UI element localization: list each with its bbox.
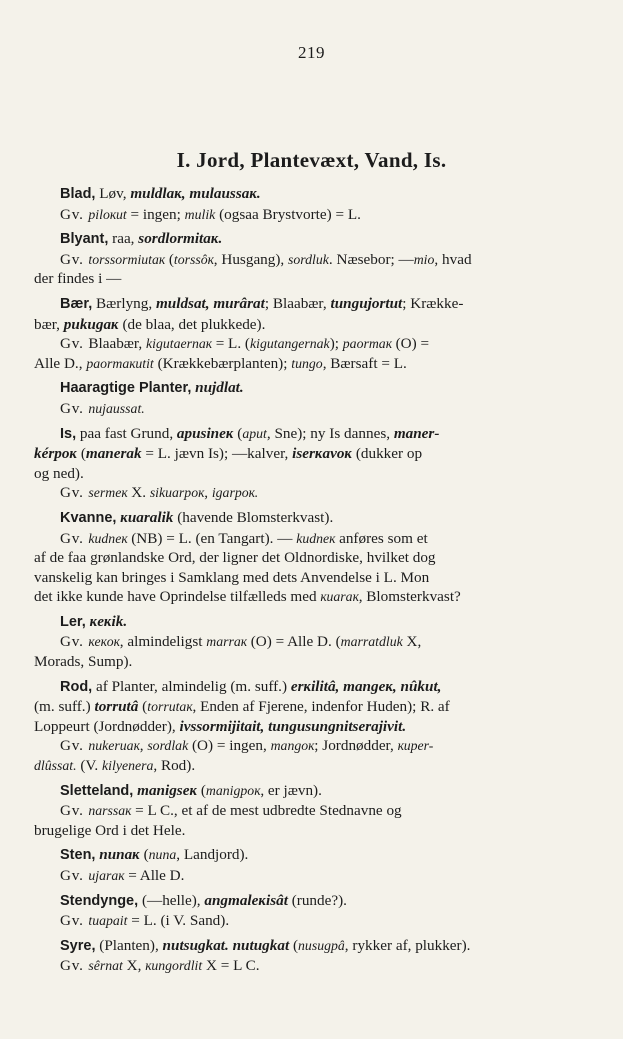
text: , rykker af, plukker). bbox=[344, 936, 471, 954]
entry-line bbox=[34, 717, 574, 737]
greenlandic-term: erĸilitâ, mangeĸ, nûkut, bbox=[290, 677, 442, 695]
text: af Planter, almindelig (m. suff.) bbox=[92, 677, 291, 695]
dictionary-entry bbox=[34, 378, 574, 418]
greenlandic-term: manerak bbox=[85, 445, 142, 463]
variant-term: mio bbox=[413, 251, 435, 267]
dictionary-entry bbox=[34, 508, 574, 607]
entry-line bbox=[34, 821, 574, 841]
text: Gv. bbox=[60, 399, 89, 417]
greenlandic-term: iserĸavoĸ bbox=[292, 445, 353, 463]
text: anføres som et bbox=[335, 529, 428, 547]
text: Gv. bbox=[60, 335, 89, 353]
entry-line bbox=[34, 205, 574, 225]
entry-line bbox=[34, 464, 574, 484]
text: X. bbox=[127, 484, 150, 502]
variant-term: sermeĸ bbox=[88, 485, 128, 501]
text: ; Krække- bbox=[402, 294, 464, 312]
headword: Kvanne, bbox=[60, 509, 117, 526]
entry-line bbox=[34, 568, 574, 588]
text: Gv. bbox=[60, 633, 89, 651]
dictionary-entry bbox=[34, 936, 574, 976]
headword: Sletteland, bbox=[60, 782, 134, 799]
variant-term: igarpoĸ. bbox=[211, 485, 259, 501]
text: ( bbox=[289, 936, 299, 954]
greenlandic-term: kérpoĸ bbox=[34, 445, 78, 463]
entry-headline bbox=[34, 508, 574, 529]
text: (ogsaa Brystvorte) = L. bbox=[215, 205, 361, 223]
text: bær, bbox=[34, 315, 64, 333]
entry-line bbox=[34, 956, 574, 976]
headword: Bær, bbox=[60, 295, 93, 312]
variant-term: marratdluk bbox=[340, 634, 403, 650]
text: = L. jævn Is); —kalver, bbox=[141, 445, 293, 463]
text: (dukker op bbox=[352, 445, 423, 463]
text: ( bbox=[77, 445, 86, 463]
entry-headline bbox=[34, 294, 574, 315]
greenlandic-term: maner- bbox=[393, 424, 440, 442]
text: (m. suff.) bbox=[34, 698, 95, 716]
entry-line bbox=[34, 250, 574, 270]
text: Morads, Sump). bbox=[34, 653, 133, 671]
page-number: 219 bbox=[298, 43, 325, 62]
text: ; Jordnødder, bbox=[314, 737, 398, 755]
entry-line bbox=[34, 587, 574, 607]
text: brugelige Ord i det Hele. bbox=[34, 821, 186, 839]
variant-term: piloĸut bbox=[88, 206, 127, 222]
greenlandic-term: ĸeĸik. bbox=[89, 612, 128, 630]
entry-headline bbox=[34, 781, 574, 802]
text: = L. ( bbox=[211, 335, 250, 353]
headword: Is, bbox=[60, 425, 77, 442]
greenlandic-term: pukugaĸ bbox=[63, 315, 119, 333]
variant-term: ĸuaraĸ bbox=[320, 589, 359, 605]
variant-term: sordluk bbox=[288, 251, 329, 267]
text: vanskelig kan bringes i Samklang med dets Anvendelse i L. Mon bbox=[34, 568, 430, 586]
text: = L C., et af de mest udbredte Stednavne og bbox=[131, 802, 402, 820]
entry-line bbox=[34, 399, 574, 419]
variant-term: kilyenera bbox=[102, 758, 154, 774]
text: (—helle), bbox=[138, 891, 205, 909]
entry-line bbox=[34, 483, 574, 503]
entry-headline bbox=[34, 845, 574, 866]
entry-line bbox=[34, 756, 574, 776]
text: Loppeurt (Jordnødder), bbox=[34, 717, 180, 735]
text: (O) = ingen, bbox=[188, 737, 271, 755]
text: Blaabær, bbox=[88, 335, 146, 353]
headword: Sten, bbox=[60, 847, 96, 864]
text: (Krækkebærplanten); bbox=[153, 354, 292, 372]
entry-line bbox=[34, 315, 574, 335]
entry-line bbox=[34, 801, 574, 821]
text: ); bbox=[329, 335, 343, 353]
greenlandic-term: apusineĸ bbox=[176, 424, 234, 442]
variant-term: kigutangernak bbox=[249, 336, 330, 352]
variant-term: tungo bbox=[291, 355, 323, 371]
variant-term: kigutaernaĸ bbox=[145, 336, 212, 352]
dictionary-entry bbox=[34, 845, 574, 885]
text: = L. (i V. Sand). bbox=[127, 912, 230, 930]
dictionary-entry bbox=[34, 677, 574, 776]
greenlandic-term: ĸuaralik bbox=[120, 508, 174, 526]
text: , Enden af Fjerene, indenfor Huden); R. af bbox=[192, 698, 450, 716]
text: = ingen; bbox=[126, 205, 185, 223]
greenlandic-term: muldsat, murârat bbox=[155, 294, 265, 312]
entry-line bbox=[34, 632, 574, 652]
entry-headline bbox=[34, 612, 574, 633]
greenlandic-term: torrutâ bbox=[94, 698, 139, 716]
text: X, bbox=[402, 633, 422, 651]
text: det ikke kunde have Oprindelse tilfælleds med bbox=[34, 588, 321, 606]
text: ; Blaabær, bbox=[264, 294, 331, 312]
greenlandic-term: tungujortut bbox=[330, 294, 403, 312]
text: (de blaa, det plukkede). bbox=[118, 315, 266, 333]
text: (Planten), bbox=[95, 936, 163, 954]
entry-line bbox=[34, 866, 574, 886]
text: paa fast Grund, bbox=[76, 424, 177, 442]
text: Bærlyng, bbox=[92, 294, 156, 312]
text: Gv. bbox=[60, 912, 89, 930]
headword: Rod, bbox=[60, 678, 93, 695]
greenlandic-term: muldlaĸ, mulaussaĸ. bbox=[130, 185, 261, 202]
entry-line bbox=[34, 529, 574, 549]
variant-term: dlûssat. bbox=[34, 758, 77, 774]
headword: Haaragtige Planter, bbox=[60, 380, 192, 397]
text: X, bbox=[122, 957, 146, 975]
text: ( bbox=[139, 846, 149, 864]
greenlandic-term: manigseĸ bbox=[137, 781, 198, 799]
entry-line bbox=[34, 548, 574, 568]
entry-headline bbox=[34, 378, 574, 399]
dictionary-entry bbox=[34, 891, 574, 931]
headword: Blyant, bbox=[60, 231, 109, 248]
text: , hvad bbox=[434, 250, 472, 268]
variant-term: sêrnat bbox=[88, 958, 123, 974]
text: , Sne); ny Is dannes, bbox=[266, 424, 394, 442]
text: . Næsebor; — bbox=[328, 250, 414, 268]
variant-term: narssaĸ bbox=[88, 803, 132, 819]
headword: Ler, bbox=[60, 613, 86, 630]
variant-term: marraĸ bbox=[206, 634, 247, 650]
entry-headline bbox=[34, 184, 574, 205]
entry-line bbox=[34, 697, 574, 717]
text: Alle D., bbox=[34, 354, 87, 372]
variant-term: mulik bbox=[184, 206, 216, 222]
text: af de faa grønlandske Ord, der ligner det Oldnordiske, hvilket dog bbox=[34, 549, 436, 567]
text: raa, bbox=[108, 230, 139, 248]
variant-term: manigpoĸ bbox=[205, 782, 261, 798]
variant-term: torssôĸ bbox=[173, 251, 214, 267]
text: Gv. bbox=[60, 529, 89, 547]
text: , bbox=[139, 737, 148, 755]
text: ( bbox=[233, 424, 243, 442]
headword: Blad, bbox=[60, 186, 96, 202]
text: , bbox=[204, 484, 212, 502]
text: Gv. bbox=[60, 802, 89, 820]
greenlandic-term: angmaleĸisât bbox=[204, 891, 288, 909]
text: (V. bbox=[76, 757, 103, 775]
greenlandic-term: ivssormijitait, tungusungnitserajivit. bbox=[179, 717, 407, 735]
text: , Blomsterkvast? bbox=[358, 588, 461, 606]
variant-term: kudneĸ bbox=[296, 530, 336, 546]
dictionary-entry bbox=[34, 612, 574, 672]
text: der findes i — bbox=[34, 270, 122, 288]
text: (havende Blomsterkvast). bbox=[173, 508, 334, 526]
entry-headline bbox=[34, 891, 574, 912]
dictionary-entry bbox=[34, 184, 574, 224]
text: Løv, bbox=[95, 185, 131, 202]
variant-term: torssormiutaĸ bbox=[88, 251, 166, 267]
dictionary-entry bbox=[34, 424, 574, 503]
variant-term: ĸeĸoĸ bbox=[88, 634, 120, 650]
variant-term: nujaussat. bbox=[88, 400, 145, 416]
entry-headline bbox=[34, 424, 574, 445]
text: Gv. bbox=[60, 205, 89, 223]
entry-line bbox=[34, 269, 574, 289]
text: , Husgang), bbox=[213, 250, 289, 268]
entry-line bbox=[34, 652, 574, 672]
text: Gv. bbox=[60, 250, 89, 268]
text: ( bbox=[138, 698, 148, 716]
greenlandic-term: nujdlat. bbox=[195, 379, 244, 397]
dictionary-entry bbox=[34, 781, 574, 841]
variant-term: nukeruaĸ bbox=[88, 738, 140, 754]
variant-term: aput bbox=[242, 425, 267, 441]
text: , almindeligst bbox=[119, 633, 207, 651]
entry-headline bbox=[34, 677, 574, 698]
text: Gv. bbox=[60, 957, 89, 975]
variant-term: paormaĸutit bbox=[86, 355, 154, 371]
greenlandic-term: nunaĸ bbox=[99, 846, 140, 864]
greenlandic-term: nutsugkat. nutugkat bbox=[162, 936, 290, 954]
greenlandic-term: sordlormitaĸ. bbox=[138, 230, 223, 248]
variant-term: nusugpâ bbox=[298, 937, 345, 953]
variant-term: torrutaĸ bbox=[147, 699, 193, 715]
text: og ned). bbox=[34, 464, 84, 482]
text: , Rod). bbox=[153, 757, 196, 775]
variant-term: nuna bbox=[148, 847, 177, 863]
entry-line bbox=[34, 444, 574, 464]
text: ( bbox=[197, 781, 206, 799]
text: X = L C. bbox=[202, 957, 260, 975]
dictionary-entry bbox=[34, 229, 574, 289]
entry-headline bbox=[34, 936, 574, 957]
section-title: I. Jord, Plantevæxt, Vand, Is. bbox=[176, 148, 447, 172]
text: (NB) = L. (en Tangart). — bbox=[127, 529, 297, 547]
variant-term: ĸungordlit bbox=[145, 958, 203, 974]
variant-term: mangoĸ bbox=[270, 738, 315, 754]
variant-term: paormaĸ bbox=[342, 336, 392, 352]
text: , Landjord). bbox=[176, 846, 249, 864]
headword: Stendynge, bbox=[60, 892, 139, 909]
text: , Bærsaft = L. bbox=[322, 354, 407, 372]
text: Gv. bbox=[60, 867, 89, 884]
text: Gv. bbox=[60, 737, 89, 755]
variant-term: ĸuper- bbox=[397, 738, 434, 754]
entry-line bbox=[34, 736, 574, 756]
text: , er jævn). bbox=[260, 781, 322, 799]
variant-term: sordlak bbox=[147, 738, 189, 754]
dictionary-entry bbox=[34, 294, 574, 373]
entry-line bbox=[34, 354, 574, 374]
text: Gv. bbox=[60, 484, 89, 502]
text: (O) = Alle D. ( bbox=[246, 633, 341, 651]
text: ( bbox=[165, 250, 174, 268]
entry-headline bbox=[34, 229, 574, 250]
entry-line bbox=[34, 911, 574, 931]
entry-line bbox=[34, 334, 574, 354]
variant-term: kudneĸ bbox=[88, 530, 128, 546]
text: (O) = bbox=[391, 335, 430, 353]
variant-term: sikuarpoĸ bbox=[149, 485, 205, 501]
text: (runde?). bbox=[287, 891, 347, 909]
dictionary-entries bbox=[34, 184, 574, 981]
text: = Alle D. bbox=[124, 867, 185, 884]
variant-term: tuapait bbox=[88, 913, 128, 929]
headword: Syre, bbox=[60, 937, 96, 954]
variant-term: ujaraĸ bbox=[88, 868, 125, 883]
